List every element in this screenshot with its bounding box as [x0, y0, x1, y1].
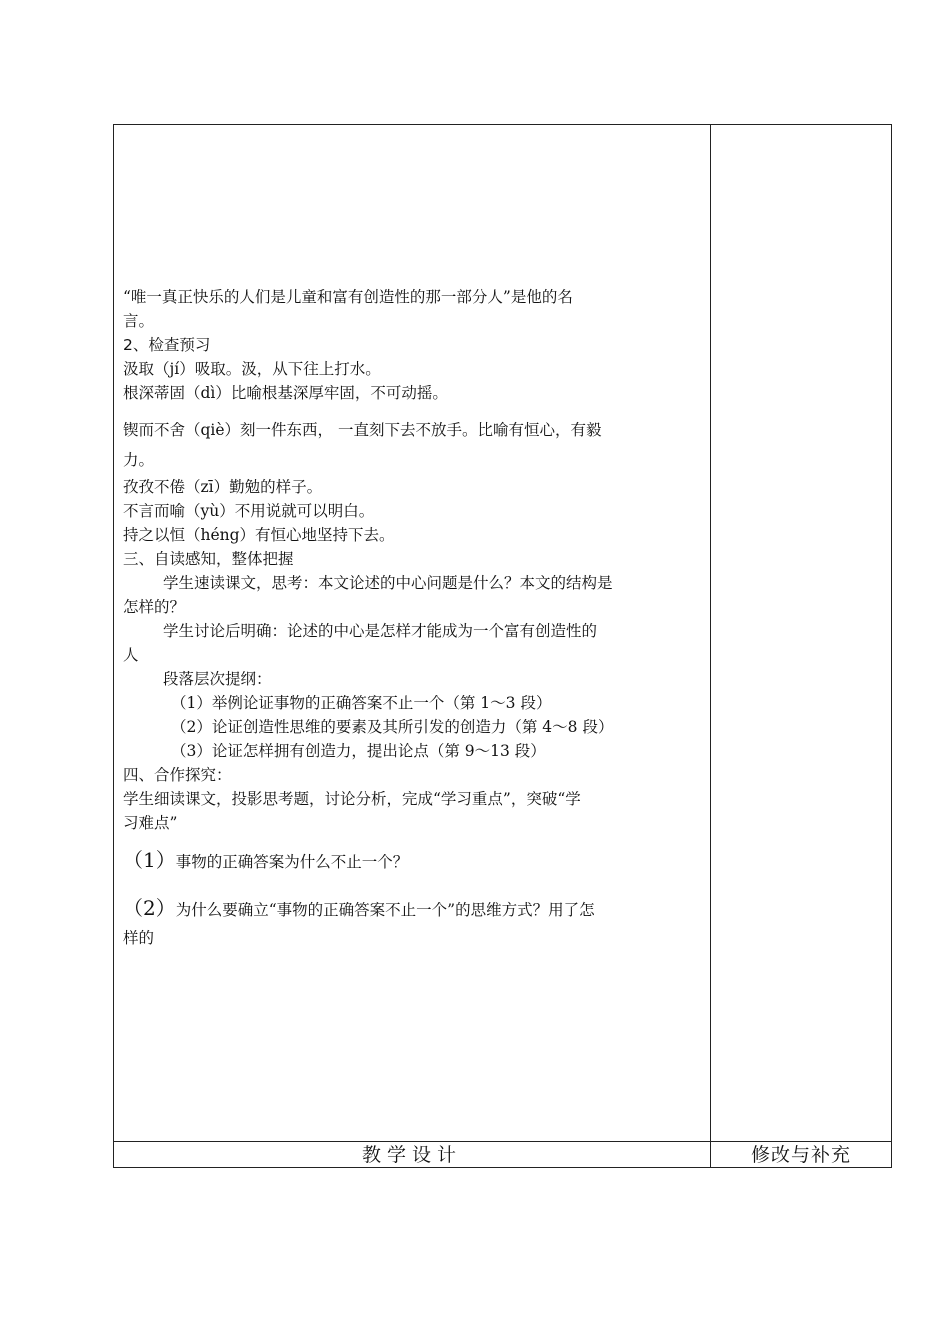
vocab-item: 持之以恒（héng）有恒心地坚持下去。 — [123, 526, 395, 544]
paragraph: 人 — [123, 646, 139, 664]
lesson-content — [123, 285, 701, 953]
question-number: （1） — [123, 848, 176, 872]
paragraph: 学生讨论后明确：论述的中心是怎样才能成为一个富有创造性的 — [163, 622, 598, 640]
paragraph: 学生细读课文，投影思考题，讨论分析，完成“学习重点”，突破“学 — [123, 790, 581, 808]
question-text: 为什么要确立“事物的正确答案不止一个”的思维方式？用了怎 — [175, 901, 595, 919]
section-heading: 四、合作探究： — [123, 766, 232, 784]
question-item: 样的 — [123, 929, 155, 947]
paragraph: 习难点” — [123, 814, 178, 832]
vocab-item: 汲取（jí）吸取。汲，从下往上打水。 — [123, 360, 381, 378]
vocab-item: 孜孜不倦（zī）勤勉的样子。 — [123, 478, 323, 496]
vocab-item: 不言而喻（yù）不用说就可以明白。 — [123, 502, 375, 520]
outline-item: （3）论证怎样拥有创造力，提出论点（第 9～13 段） — [171, 742, 546, 760]
paragraph: 学生速读课文，思考：本文论述的中心问题是什么？本文的结构是 — [163, 574, 613, 592]
lesson-table — [113, 124, 892, 1168]
vocab-item: 锲而不舍（qiè）刻一件东西， 一直刻下去不放手。比喻有恒心，有毅 — [123, 421, 602, 439]
outline-item: （1）举例论证事物的正确答案不止一个（第 1～3 段） — [171, 694, 552, 712]
revision-label: 修改与补充 — [750, 1144, 851, 1166]
question-text: 事物的正确答案为什么不止一个？ — [175, 853, 409, 871]
paragraph: 怎样的？ — [123, 598, 186, 616]
column-divider — [710, 125, 711, 1167]
quote-line: “唯一真正快乐的人们是儿童和富有创造性的那一部分人”是他的名 — [123, 288, 573, 306]
quote-line: 言。 — [123, 312, 155, 330]
section-heading: 2、检查预习 — [123, 336, 211, 354]
question-number: （2） — [123, 896, 176, 920]
outline-item: （2）论证创造性思维的要素及其所引发的创造力（第 4～8 段） — [171, 718, 614, 736]
section-heading: 三、自读感知，整体把握 — [123, 550, 294, 568]
vocab-item: 根深蒂固（dì）比喻根基深厚牢固，不可动摇。 — [123, 384, 448, 402]
question-item — [123, 893, 701, 923]
outline-title: 段落层次提纲： — [163, 670, 272, 688]
vocab-item: 力。 — [123, 451, 155, 469]
teaching-design-label: 教学设计 — [361, 1144, 462, 1166]
question-item — [123, 845, 701, 875]
